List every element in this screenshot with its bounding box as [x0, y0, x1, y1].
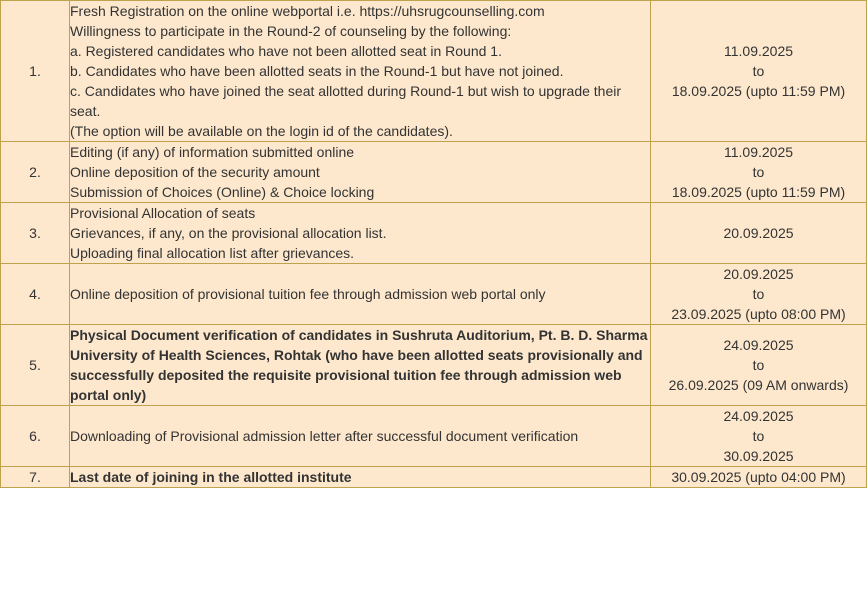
activity-line: Provisional Allocation of seats [70, 205, 256, 221]
table-row [1, 1, 867, 142]
date-line: to [752, 286, 765, 302]
date-line: 11.09.2025 [723, 144, 794, 160]
activity-line: Online deposition of provisional tuition fee through admission web portal only [70, 286, 546, 302]
date-line: 24.09.2025 [723, 337, 794, 353]
date-line: 20.09.2025 [723, 225, 794, 241]
activity-line: Uploading final allocation list after grievances. [70, 245, 355, 261]
schedule-date [651, 264, 867, 325]
activity-description [70, 406, 651, 467]
serial-number: 4. [1, 264, 70, 325]
table-row [1, 142, 867, 203]
activity-line: Fresh Registration on the online webportal i.e. https://uhsrugcounselling.com [70, 3, 545, 19]
date-line: 30.09.2025 (upto 04:00 PM) [671, 469, 846, 485]
activity-line: Online deposition of the security amount [70, 164, 320, 180]
activity-line: b. Candidates who have been allotted seats in the Round-1 but have not joined. [70, 63, 564, 79]
schedule-date [651, 406, 867, 467]
date-line: 18.09.2025 (upto 11:59 PM) [671, 184, 846, 200]
serial-number: 1. [1, 1, 70, 142]
activity-line: Willingness to participate in the Round-2 of counseling by the following: [70, 23, 512, 39]
activity-description [70, 142, 651, 203]
date-line: 11.09.2025 [723, 43, 794, 59]
schedule-date [651, 203, 867, 264]
serial-number: 3. [1, 203, 70, 264]
date-line: 20.09.2025 [723, 266, 794, 282]
activity-description [70, 467, 651, 488]
activity-description [70, 203, 651, 264]
table-row [1, 406, 867, 467]
date-line: to [752, 164, 765, 180]
serial-number: 5. [1, 325, 70, 406]
table-row [1, 264, 867, 325]
activity-description [70, 325, 651, 406]
date-line: 18.09.2025 (upto 11:59 PM) [671, 83, 846, 99]
activity-line: Downloading of Provisional admission letter after successful document verification [70, 428, 579, 444]
table-row [1, 467, 867, 488]
date-line: 24.09.2025 [723, 408, 794, 424]
date-line: to [752, 63, 765, 79]
table-row [1, 325, 867, 406]
serial-number: 2. [1, 142, 70, 203]
date-line: 26.09.2025 (09 AM onwards) [668, 377, 849, 393]
activity-line: a. Registered candidates who have not been allotted seat in Round 1. [70, 43, 502, 59]
date-line: 30.09.2025 [723, 448, 794, 464]
activity-line: Last date of joining in the allotted institute [70, 469, 352, 485]
activity-description [70, 264, 651, 325]
schedule-date [651, 325, 867, 406]
activity-line: Submission of Choices (Online) & Choice locking [70, 184, 375, 200]
serial-number: 7. [1, 467, 70, 488]
schedule-date [651, 142, 867, 203]
date-line: to [752, 357, 765, 373]
activity-line: Grievances, if any, on the provisional allocation list. [70, 225, 387, 241]
activity-line: (The option will be available on the login id of the candidates). [70, 123, 453, 139]
activity-description [70, 1, 651, 142]
serial-number: 6. [1, 406, 70, 467]
activity-line: c. Candidates who have joined the seat allotted during Round-1 but wish to upgrade their seat. [70, 83, 622, 119]
activity-line: Physical Document verification of candidates in Sushruta Auditorium, Pt. B. D. Sharma University of Health Sciences, Rohtak (who have been allotted seats provisionally and successfully deposited the requisite provisional tuition fee through admission web portal only) [70, 327, 648, 403]
activity-line: Editing (if any) of information submitted online [70, 144, 355, 160]
date-line: to [752, 428, 765, 444]
table-row [1, 203, 867, 264]
schedule-date [651, 467, 867, 488]
date-line: 23.09.2025 (upto 08:00 PM) [671, 306, 846, 322]
schedule-date [651, 1, 867, 142]
